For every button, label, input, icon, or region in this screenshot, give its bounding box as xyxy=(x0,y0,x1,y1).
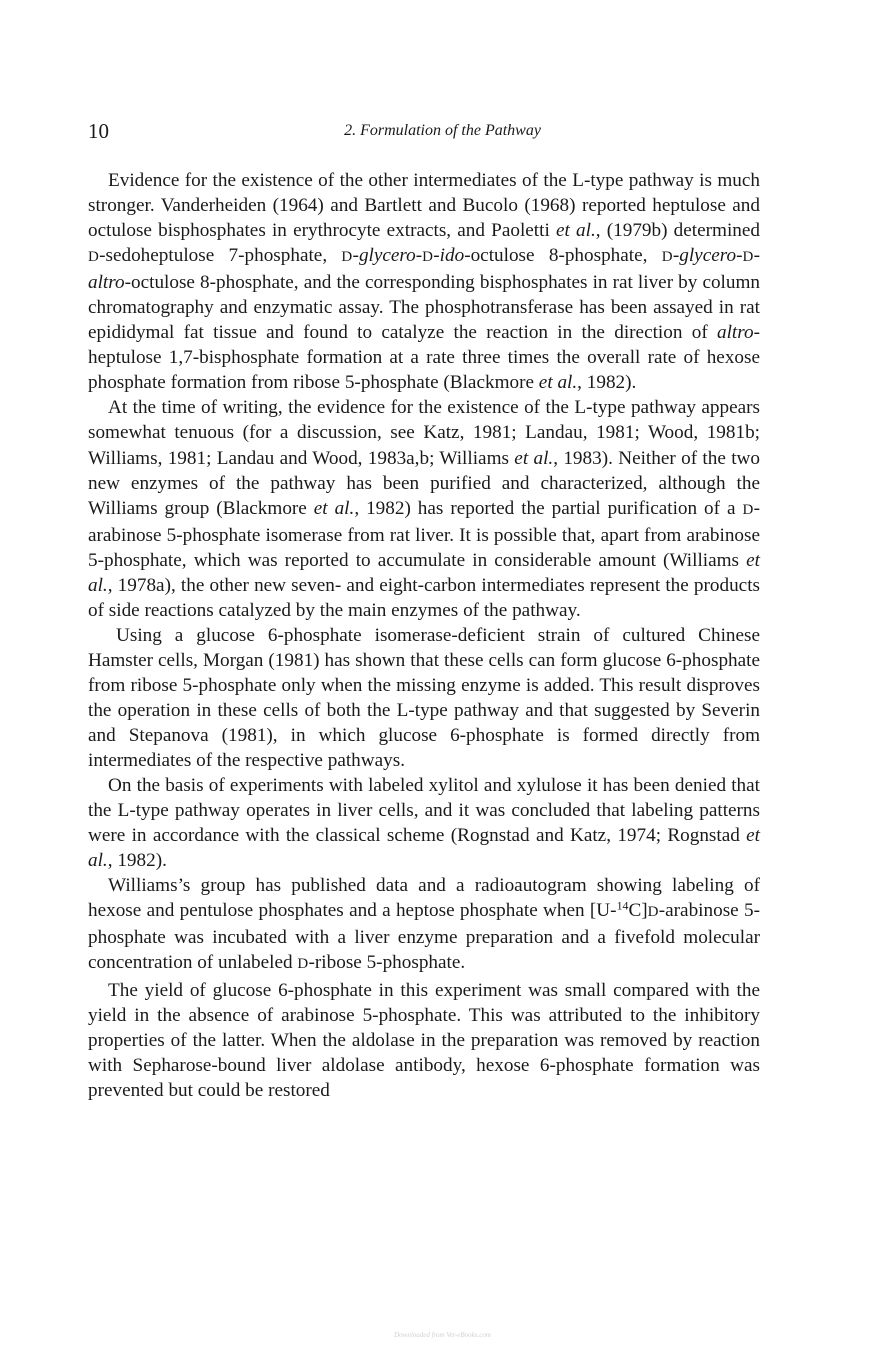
paragraph xyxy=(88,873,760,977)
text-run: -arabinose 5-phosphate was incubated with a liver enzyme preparation and a fivefold molecular concentration of unlabeled xyxy=(88,900,760,974)
paragraph xyxy=(88,623,760,773)
text-run: - xyxy=(736,245,743,267)
text-run: - xyxy=(433,245,440,267)
paragraph xyxy=(88,168,760,395)
italic-text: et al. xyxy=(514,447,554,469)
italic-text: glycero xyxy=(679,245,737,267)
paragraph xyxy=(88,395,760,622)
small-caps-text: D xyxy=(661,249,673,266)
text-run: , 1982) has reported the partial purification of a xyxy=(354,497,743,519)
paragraph xyxy=(88,978,760,1103)
text-run: On the basis of experiments with labeled xylitol and xylulose it has been denied that the L-type pathway operates in liver cells, and it was concluded that labeling patterns were in accordance with the classical scheme (Rognstad and Katz, 1974; Rognstad xyxy=(88,775,760,847)
text-run: , 1983). Neither of the two new enzymes of the pathway has been purified and characterized, although the Williams group (Blackmore xyxy=(88,447,760,519)
italic-text: altro xyxy=(88,272,125,294)
running-head: 2. Formulation of the Pathway xyxy=(344,122,541,139)
text-run: -ribose 5-phosphate. xyxy=(308,952,466,974)
page-number: 10 xyxy=(88,119,109,143)
text-run: - xyxy=(672,245,680,267)
small-caps-text: D xyxy=(341,249,353,266)
text-run: Using a glucose 6-phosphate isomerase-deficient strain of cultured Chinese Hamster cells, Morgan (1981) has shown that these cells can form glucose 6-phosphate from ribose 5-phosphate only when the missing enzyme is added. This result disproves the operation in these cells of both the L-type pathway and that suggested by Severin and Stepanova (1981), in which glucose 6-phosphate is formed directly from intermediates of the respective pathways. xyxy=(88,624,760,772)
text-run: - xyxy=(415,245,423,267)
text-run: , 1982). xyxy=(577,372,637,394)
small-caps-text: D xyxy=(422,249,434,266)
small-caps-text: D xyxy=(88,249,100,266)
text-run: -octulose 8-phosphate, xyxy=(464,245,662,267)
text-run: -arabinose 5-phosphate isomerase from rat liver. It is possible that, apart from arabinose 5-phosphate, which was reported to accumulate in considerable amount (Williams xyxy=(88,497,760,571)
text-run: , (1979b) determined xyxy=(595,220,760,242)
italic-text: altro xyxy=(717,322,754,344)
text-run: , 1982). xyxy=(107,850,167,872)
text-run: The yield of glucose 6-phosphate in this experiment was small compared with the yield in the absence of arabinose 5-phosphate. This was attributed to the inhibitory properties of the latter. When the aldolase in the preparation was removed by reaction with Sepharose-bound liver aldolase antibody, hexose 6-phosphate formation was prevented but could be restored xyxy=(88,979,760,1101)
text-run: -heptulose 1,7-bisphosphate formation at a rate three times the overall rate of hexose phosphate formation from ribose 5-phosphate (Blackmore xyxy=(88,322,760,394)
italic-text: et al. xyxy=(538,372,578,394)
body-text xyxy=(88,168,760,1103)
italic-text: ido xyxy=(439,245,465,267)
text-run: , 1978a), the other new seven- and eight-carbon intermediates represent the products of side reactions catalyzed by the main enzymes of the pathway. xyxy=(88,574,760,621)
text-run: -octulose 8-phosphate, and the corresponding bisphosphates in rat liver by column chromatography and enzymatic assay. The phosphotransferase has been assayed in rat epididymal fat tissue and found to catalyze the reaction in the direction of xyxy=(88,272,760,344)
small-caps-text: D xyxy=(742,249,754,266)
italic-text: et al. xyxy=(556,220,596,242)
text-run: - xyxy=(753,245,760,267)
paragraph xyxy=(88,773,760,873)
text-run: -sedoheptulose 7-phosphate, xyxy=(99,245,342,267)
text-run: Evidence for the existence of the other intermediates of the L-type pathway is much stronger. Vanderheiden (1964) and Bartlett and Bucolo (1968) reported heptulose and octulose bisphosphates in erythrocyte extracts, and Paoletti xyxy=(88,170,760,242)
watermark: Downloaded from Vet-eBooks.com xyxy=(394,1331,491,1339)
italic-text: et al. xyxy=(313,497,355,519)
text-run: C] xyxy=(628,900,648,922)
small-caps-text: D xyxy=(647,904,659,921)
superscript-text: 14 xyxy=(616,898,629,913)
italic-text: glycero xyxy=(358,245,416,267)
text-run: - xyxy=(352,245,359,267)
small-caps-text: D xyxy=(297,956,309,973)
italic-text: et al. xyxy=(88,825,760,872)
text-run: Williams’s group has published data and a radioautogram showing labeling of hexose and pentulose phosphates and a heptose phosphate when [U- xyxy=(88,875,760,922)
italic-text: et al. xyxy=(88,549,760,596)
text-run: At the time of writing, the evidence for the existence of the L-type pathway appears somewhat tenuous (for a discussion, see Katz, 1981; Landau, 1981; Wood, 1981b; Williams, 1981; Landau and Wood, 1983a,b; Williams xyxy=(88,397,760,469)
small-caps-text: D xyxy=(742,501,754,518)
